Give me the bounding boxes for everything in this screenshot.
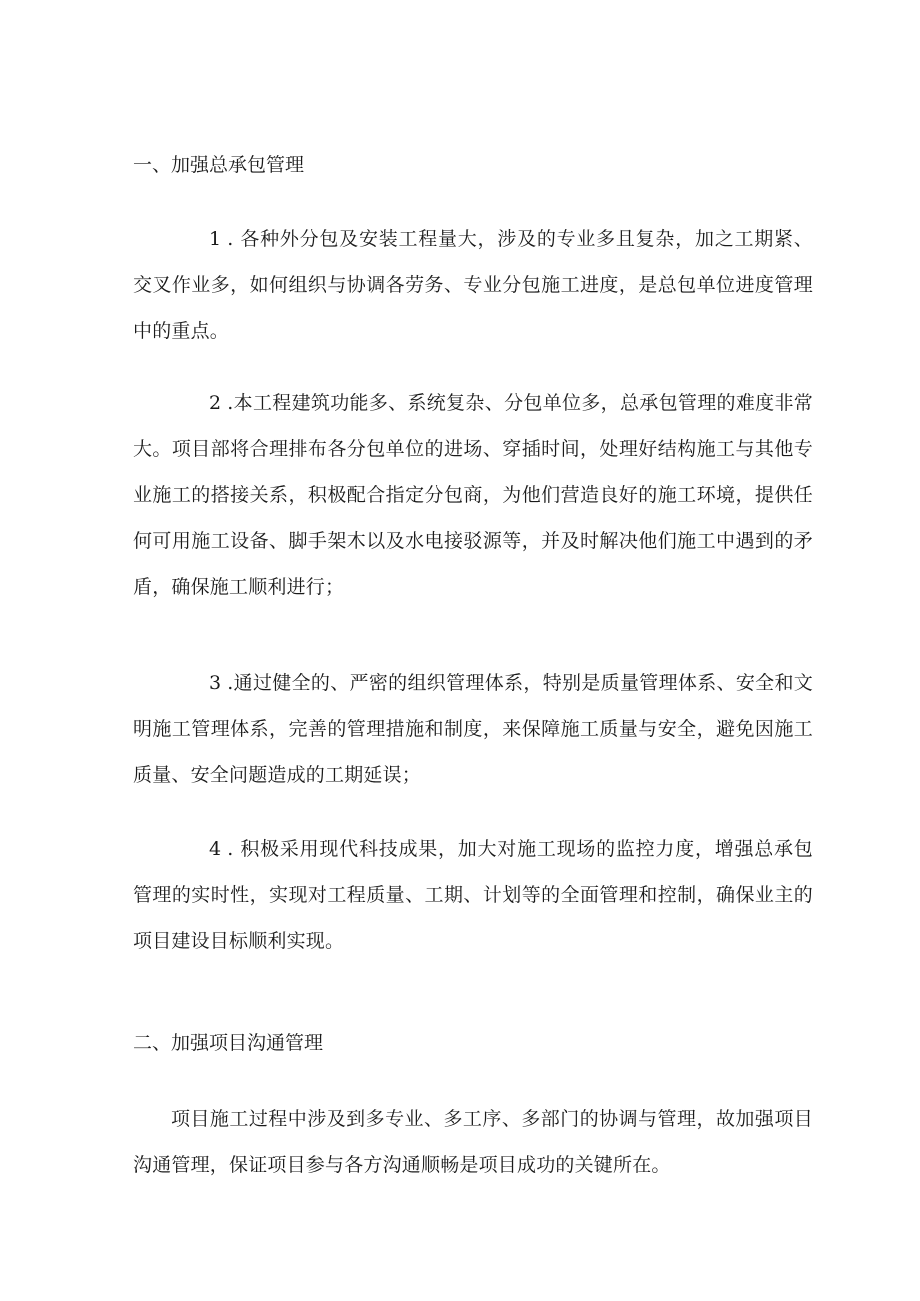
section-1-item-3 [133, 660, 813, 798]
section-1-item-2 [133, 380, 813, 610]
section-1-item-4 [133, 826, 813, 964]
item-number: 2 [209, 392, 222, 414]
section-1-heading: 一、加强总承包管理 [133, 154, 305, 176]
item-text: . 各种外分包及安装工程量大，涉及的专业多且复杂，加之工期紧、交叉作业多，如何组织与协调各劳务、专业分包施工进度，是总包单位进度管理中的重点。 [133, 228, 813, 342]
item-text: .本工程建筑功能多、系统复杂、分包单位多，总承包管理的难度非常大。项目部将合理排布各分包单位的进场、穿插时间，处理好结构施工与其他专业施工的搭接关系，积极配合指定分包商，为他们营造良好的施工环境，提供任何可用施工设备、脚手架木以及水电接驳源等，并及时解决他们施工中遇到的矛盾，确保施工顺利进行； [133, 392, 813, 598]
section-2-paragraph: 项目施工过程中涉及到多专业、多工序、多部门的协调与管理，故加强项目沟通管理，保证项目参与各方沟通顺畅是项目成功的关键所在。 [133, 1108, 813, 1176]
item-number: 1 [209, 228, 222, 250]
item-text: . 积极采用现代科技成果，加大对施工现场的监控力度，增强总承包管理的实时性，实现对工程质量、工期、计划等的全面管理和控制，确保业主的项目建设目标顺利实现。 [133, 838, 813, 952]
item-number: 4 [209, 838, 222, 860]
item-number: 3 [209, 672, 222, 694]
section-1-item-1 [133, 216, 813, 354]
item-text: .通过健全的、严密的组织管理体系，特别是质量管理体系、安全和文明施工管理体系，完善的管理措施和制度，来保障施工质量与安全，避免因施工质量、安全问题造成的工期延误； [133, 672, 813, 786]
section-2-heading: 二、加强项目沟通管理 [133, 1032, 324, 1054]
